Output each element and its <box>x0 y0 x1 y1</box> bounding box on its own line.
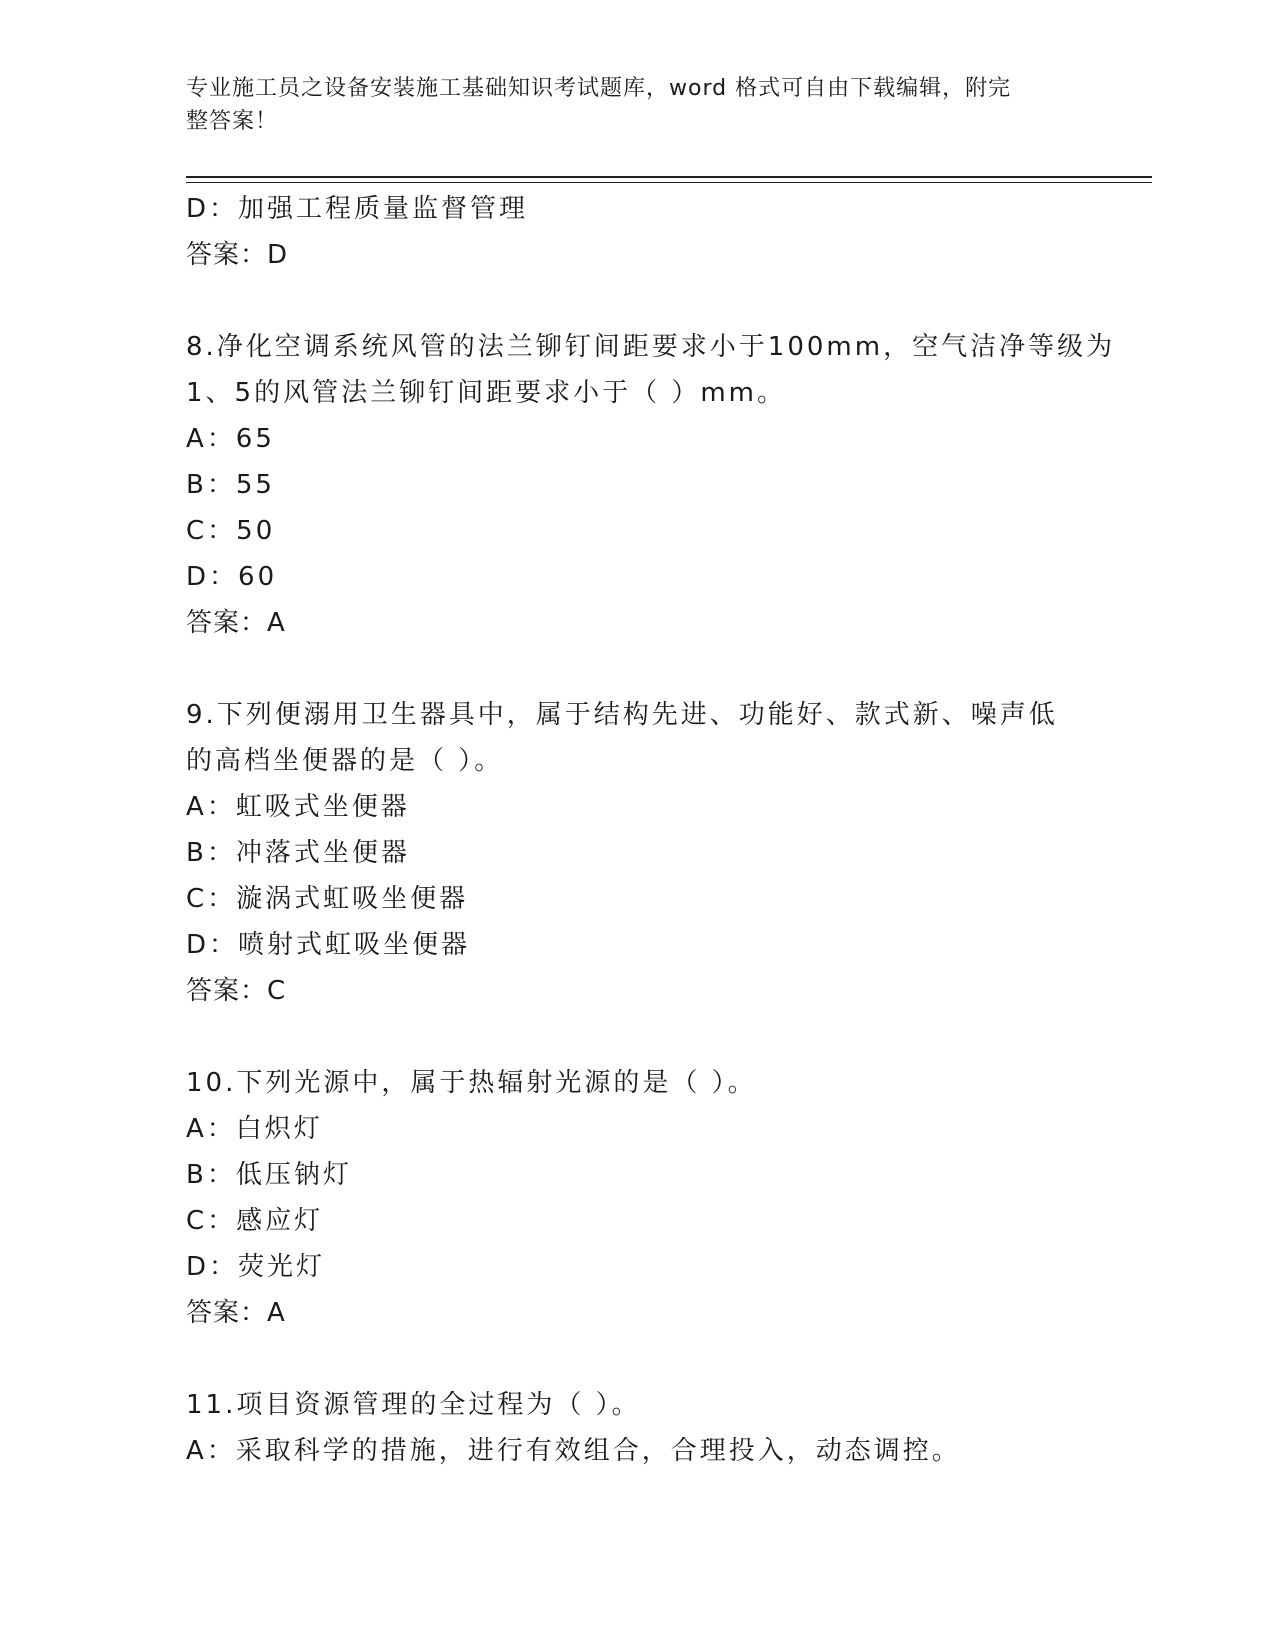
option-b: B：55 <box>186 470 275 500</box>
header-line-2: 整答案！ <box>186 109 279 134</box>
prev-answer: 答案：D <box>186 240 289 270</box>
option-d: D：喷射式虹吸坐便器 <box>186 930 471 960</box>
option-b: B：低压钠灯 <box>186 1160 352 1190</box>
header-rule-thin <box>186 182 1152 183</box>
answer: 答案：A <box>186 1298 286 1328</box>
question-10 <box>186 1060 1126 1336</box>
header-rule-thick <box>186 176 1152 178</box>
question-stem: 8.净化空调系统风管的法兰铆钉间距要求小于100mm，空气洁净等级为 <box>186 332 1116 362</box>
question-stem: 的高档坐便器的是（ ）。 <box>186 746 504 776</box>
option-d: D：荧光灯 <box>186 1252 326 1282</box>
option-d: D：60 <box>186 562 278 592</box>
answer: 答案：A <box>186 608 286 638</box>
option-b: B：冲落式坐便器 <box>186 838 410 868</box>
header-line-1: 专业施工员之设备安装施工基础知识考试题库，word 格式可自由下载编辑，附完 <box>186 76 1012 101</box>
question-8 <box>186 324 1126 646</box>
option-c: C：漩涡式虹吸坐便器 <box>186 884 469 914</box>
question-stem: 10.下列光源中，属于热辐射光源的是（ ）。 <box>186 1068 757 1098</box>
option-a: A：65 <box>186 424 275 454</box>
question-11 <box>186 1382 1126 1474</box>
question-list <box>186 186 1126 1474</box>
question-stem: 9.下列便溺用卫生器具中，属于结构先进、功能好、款式新、噪声低 <box>186 700 1058 730</box>
prev-option-d: D：加强工程质量监督管理 <box>186 194 529 224</box>
option-a: A：采取科学的措施，进行有效组合，合理投入，动态调控。 <box>186 1436 961 1466</box>
question-stem: 11.项目资源管理的全过程为（ ）。 <box>186 1390 641 1420</box>
option-c: C：50 <box>186 516 276 546</box>
option-a: A：白炽灯 <box>186 1114 323 1144</box>
question-9 <box>186 692 1126 1014</box>
question-stem: 1、5的风管法兰铆钉间距要求小于（ ）mm。 <box>186 378 787 408</box>
option-a: A：虹吸式坐便器 <box>186 792 410 822</box>
document-header <box>186 72 1066 138</box>
answer: 答案：C <box>186 976 287 1006</box>
option-c: C：感应灯 <box>186 1206 324 1236</box>
